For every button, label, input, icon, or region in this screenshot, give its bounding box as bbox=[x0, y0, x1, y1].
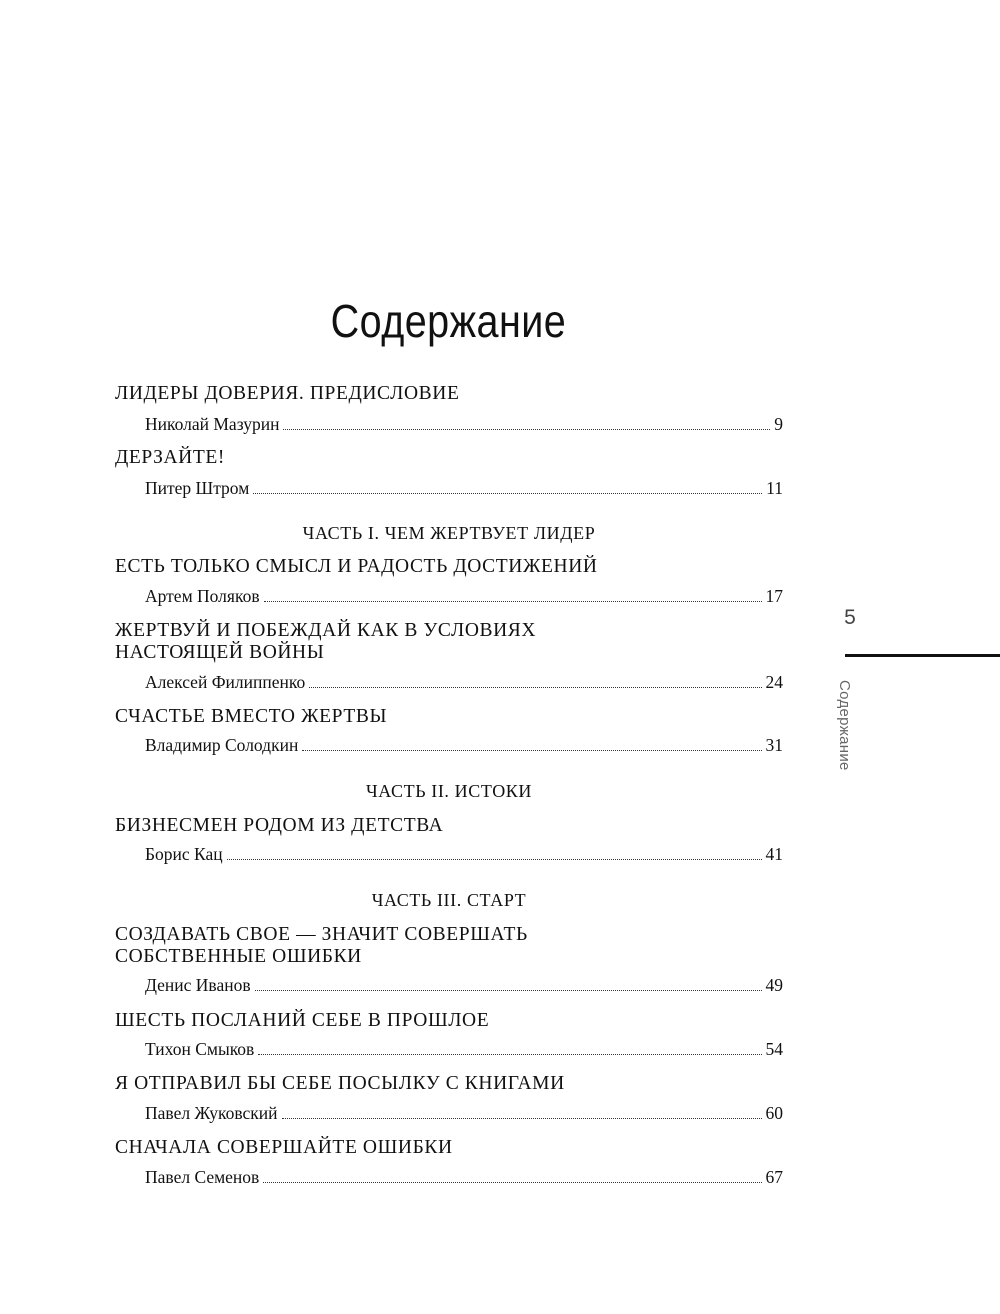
chapter-page: 41 bbox=[765, 844, 783, 864]
toc-line[interactable] bbox=[145, 734, 783, 756]
dot-leader bbox=[227, 858, 762, 860]
chapter-title: ЛИДЕРЫ ДОВЕРИЯ. ПРЕДИСЛОВИЕ bbox=[115, 383, 460, 404]
toc-line[interactable] bbox=[145, 671, 783, 693]
chapter-title: СОЗДАВАТЬ СВОЕ — ЗНАЧИТ СОВЕРШАТЬ СОБСТВЕННЫЕ ОШИБКИ bbox=[115, 924, 528, 967]
chapter-author: Тихон Смыков bbox=[145, 1039, 255, 1059]
dot-leader bbox=[263, 1181, 761, 1183]
toc-line[interactable] bbox=[145, 974, 783, 996]
chapter-author: Николай Мазурин bbox=[145, 414, 280, 434]
chapter-page: 67 bbox=[765, 1167, 783, 1187]
chapter-page: 49 bbox=[765, 975, 783, 995]
chapter-title: Я ОТПРАВИЛ БЫ СЕБЕ ПОСЫЛКУ С КНИГАМИ bbox=[115, 1073, 565, 1094]
chapter-author: Алексей Филиппенко bbox=[145, 672, 306, 692]
chapter-title: СЧАСТЬЕ ВМЕСТО ЖЕРТВЫ bbox=[115, 706, 388, 727]
chapter-page: 31 bbox=[765, 735, 783, 755]
chapter-title: БИЗНЕСМЕН РОДОМ ИЗ ДЕТСТВА bbox=[115, 815, 444, 836]
chapter-page: 11 bbox=[766, 478, 783, 498]
chapter-author: Денис Иванов bbox=[145, 975, 251, 995]
dot-leader bbox=[253, 492, 762, 494]
running-head: Содержание bbox=[836, 680, 853, 771]
toc-line[interactable] bbox=[145, 477, 783, 499]
chapter-page: 24 bbox=[765, 672, 783, 692]
dot-leader bbox=[302, 749, 761, 751]
chapter-author: Павел Жуковский bbox=[145, 1103, 278, 1123]
dot-leader bbox=[258, 1053, 761, 1055]
chapter-author: Владимир Солодкин bbox=[145, 735, 299, 755]
dot-leader bbox=[282, 1117, 762, 1119]
chapter-page: 60 bbox=[765, 1103, 783, 1123]
toc-line[interactable] bbox=[145, 1102, 783, 1124]
chapter-page: 54 bbox=[765, 1039, 783, 1059]
page-number: 5 bbox=[844, 606, 856, 629]
page-title: Содержание bbox=[330, 295, 567, 347]
toc-line[interactable] bbox=[145, 1038, 783, 1060]
chapter-title: ШЕСТЬ ПОСЛАНИЙ СЕБЕ В ПРОШЛОЕ bbox=[115, 1010, 490, 1031]
chapter-author: Борис Кац bbox=[145, 844, 223, 864]
toc-line[interactable] bbox=[145, 413, 783, 435]
dot-leader bbox=[283, 428, 770, 430]
chapter-page: 17 bbox=[765, 586, 783, 606]
chapter-author: Питер Штром bbox=[145, 478, 250, 498]
chapter-author: Павел Семенов bbox=[145, 1167, 260, 1187]
chapter-title: СНАЧАЛА СОВЕРШАЙТЕ ОШИБКИ bbox=[115, 1137, 453, 1158]
part-heading: ЧАСТЬ III. СТАРТ bbox=[371, 890, 527, 910]
part-heading: ЧАСТЬ I. ЧЕМ ЖЕРТВУЕТ ЛИДЕР bbox=[302, 523, 596, 543]
toc-line[interactable] bbox=[145, 843, 783, 865]
chapter-title: ЕСТЬ ТОЛЬКО СМЫСЛ И РАДОСТЬ ДОСТИЖЕНИЙ bbox=[115, 556, 598, 577]
side-rule bbox=[845, 654, 1000, 657]
part-heading: ЧАСТЬ II. ИСТОКИ bbox=[366, 781, 532, 801]
chapter-author: Артем Поляков bbox=[145, 586, 260, 606]
toc-line[interactable] bbox=[145, 585, 783, 607]
toc-line[interactable] bbox=[145, 1166, 783, 1188]
dot-leader bbox=[309, 686, 761, 688]
dot-leader bbox=[255, 989, 762, 991]
chapter-title: ДЕРЗАЙТЕ! bbox=[115, 447, 225, 468]
dot-leader bbox=[264, 600, 762, 602]
chapter-page: 9 bbox=[774, 414, 783, 434]
chapter-title: ЖЕРТВУЙ И ПОБЕЖДАЙ КАК В УСЛОВИЯХ НАСТОЯЩЕЙ ВОЙНЫ bbox=[115, 620, 537, 663]
